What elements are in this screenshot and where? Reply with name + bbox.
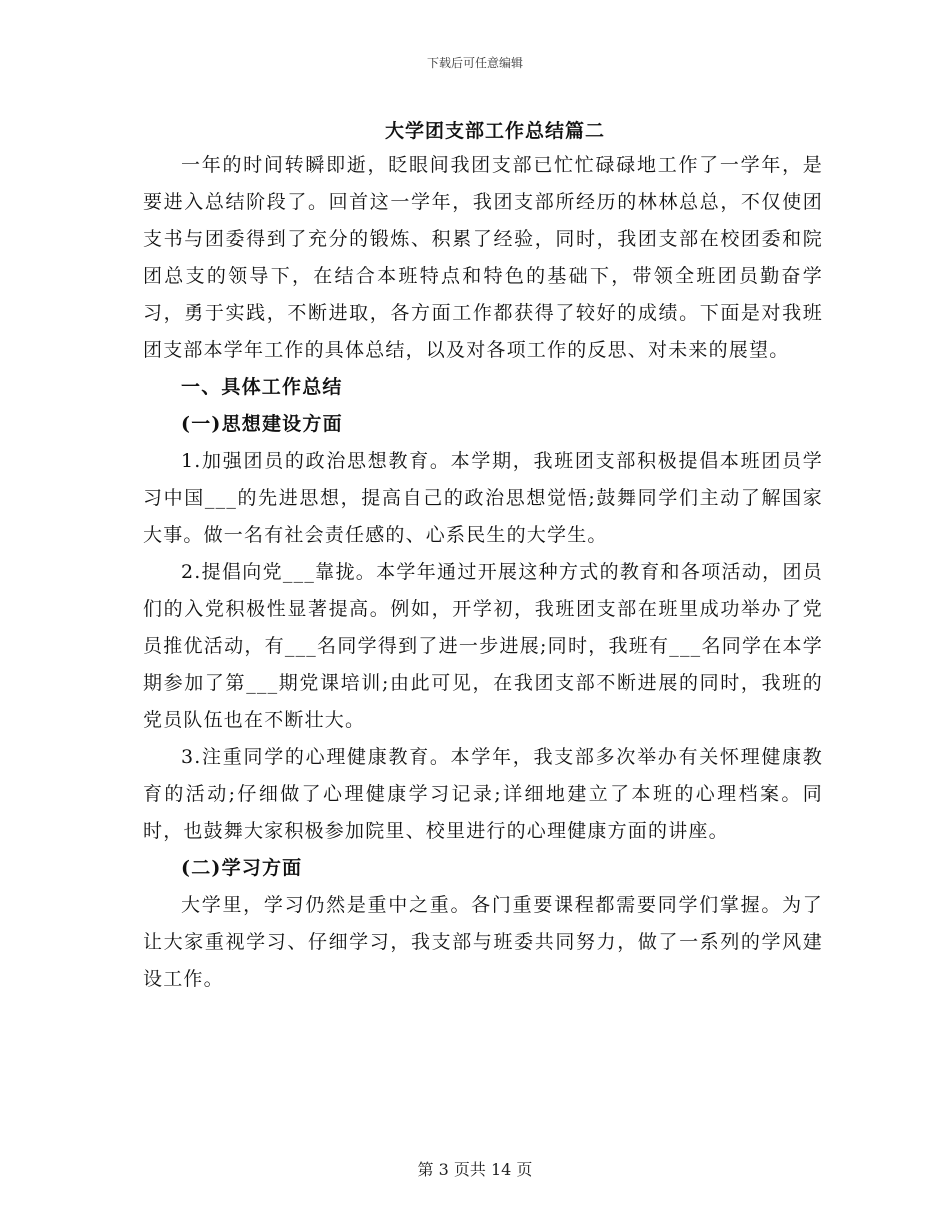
header-note: 下载后可任意编辑 bbox=[426, 56, 523, 70]
study-paragraph: 大学里，学习仍然是重中之重。各门重要课程都需要同学们掌握。为了让大家重视学习、仔细学习，我支部与班委共同努力，做了一系列的学风建设工作。 bbox=[143, 894, 823, 990]
subsection-heading-ideology: (一)思想建设方面 bbox=[181, 413, 343, 435]
document-title: 大学团支部工作总结篇二 bbox=[384, 120, 605, 142]
intro-paragraph: 一年的时间转瞬即逝，眨眼间我团支部已忙忙碌碌地工作了一学年，是要进入总结阶段了。回首这一学年，我团支部所经历的林林总总，不仅使团支书与团委得到了充分的锻炼、积累了经验，同时，我团支部在校团委和院团总支的领导下，在结合本班特点和特色的基础下，带领全班团员勤奋学习，勇于实践，不断进取，各方面工作都获得了较好的成绩。下面是对我班团支部本学年工作的具体总结，以及对各项工作的反思、对未来的展望。 bbox=[143, 154, 823, 361]
ideology-item-2: 2.提倡向党___靠拢。本学年通过开展这种方式的教育和各项活动，团员们的入党积极性显著提高。例如，开学初，我班团支部在班里成功举办了党员推优活动，有___名同学得到了进一步进展;同时，我班有___名同学在本学期参加了第___期党课培训;由此可见，在我团支部不断进展的同时，我班的党员队伍也在不断壮大。 bbox=[143, 561, 823, 731]
page-footer: 第 3 页共 14 页 bbox=[417, 1160, 533, 1179]
subsection-heading-study: (二)学习方面 bbox=[181, 857, 303, 879]
document-body bbox=[143, 147, 823, 998]
ideology-item-1: 1.加强团员的政治思想教育。本学期，我班团支部积极提倡本班团员学习中国___的先进思想，提高自己的政治思想觉悟;鼓舞同学们主动了解国家大事。做一名有社会责任感的、心系民生的大学生。 bbox=[143, 450, 823, 546]
section-heading-1: 一、具体工作总结 bbox=[181, 376, 343, 398]
ideology-item-3: 3.注重同学的心理健康教育。本学年，我支部多次举办有关怀理健康教育的活动;仔细做了心理健康学习记录;详细地建立了本班的心理档案。同时，也鼓舞大家积极参加院里、校里进行的心理健康方面的讲座。 bbox=[143, 746, 823, 842]
